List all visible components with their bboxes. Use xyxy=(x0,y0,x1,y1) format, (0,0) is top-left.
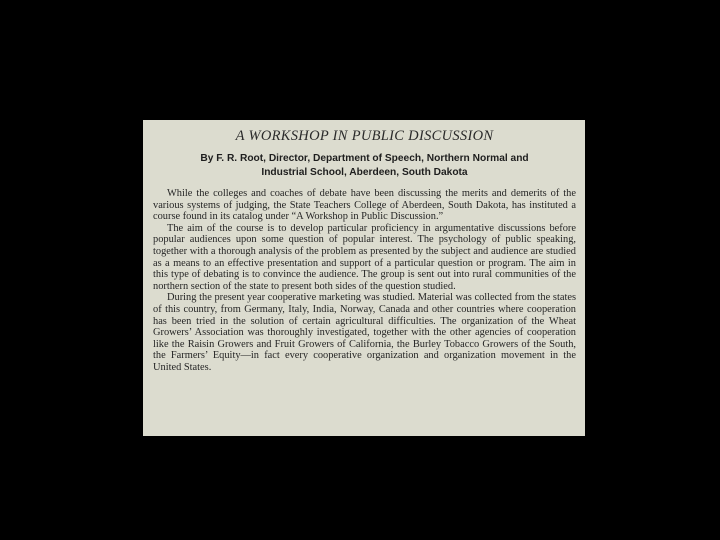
article-title: A WORKSHOP IN PUBLIC DISCUSSION xyxy=(235,128,494,144)
byline-line-2: Industrial School, Aberdeen, South Dakota xyxy=(261,166,468,178)
article-byline xyxy=(153,152,576,179)
byline-line-1: By F. R. Root, Director, Department of Speech, Northern Normal and xyxy=(200,153,529,164)
article-clipping xyxy=(143,120,585,436)
article-paragraph: During the present year cooperative marketing was studied. Material was collected from the states of this country, from Germany, Italy, India, Norway, Canada and other countries where cooperation has been tried in the solution of certain agricultural difficulties. The organization of the Wheat Growers’ Association was thoroughly investigated, together with the other agencies of cooperation like the Raisin Growers and Fruit Growers of California, the Burley Tobacco Growers of the South, the Farmers’ Equity—in fact every cooperative organization and organization movement in the United States. xyxy=(153,292,576,373)
article-paragraph: The aim of the course is to develop particular proficiency in argumentative discussions before popular audiences upon some question of popular interest. The psychology of public speaking, together with a thorough analysis of the problem as presented by the subject and audience are studied as a means to an effective presentation and support of a particular question or program. The aim in this type of debating is to convince the audience. The group is sent out into rural communities of the northern section of the state to present both sides of the question studied. xyxy=(153,222,576,292)
article-paragraph: While the colleges and coaches of debate have been discussing the merits and demerits of the various systems of judging, the State Teachers College of Aberdeen, South Dakota, has instituted a course found in its catalog under “A Workshop in Public Discussion.” xyxy=(153,188,576,223)
